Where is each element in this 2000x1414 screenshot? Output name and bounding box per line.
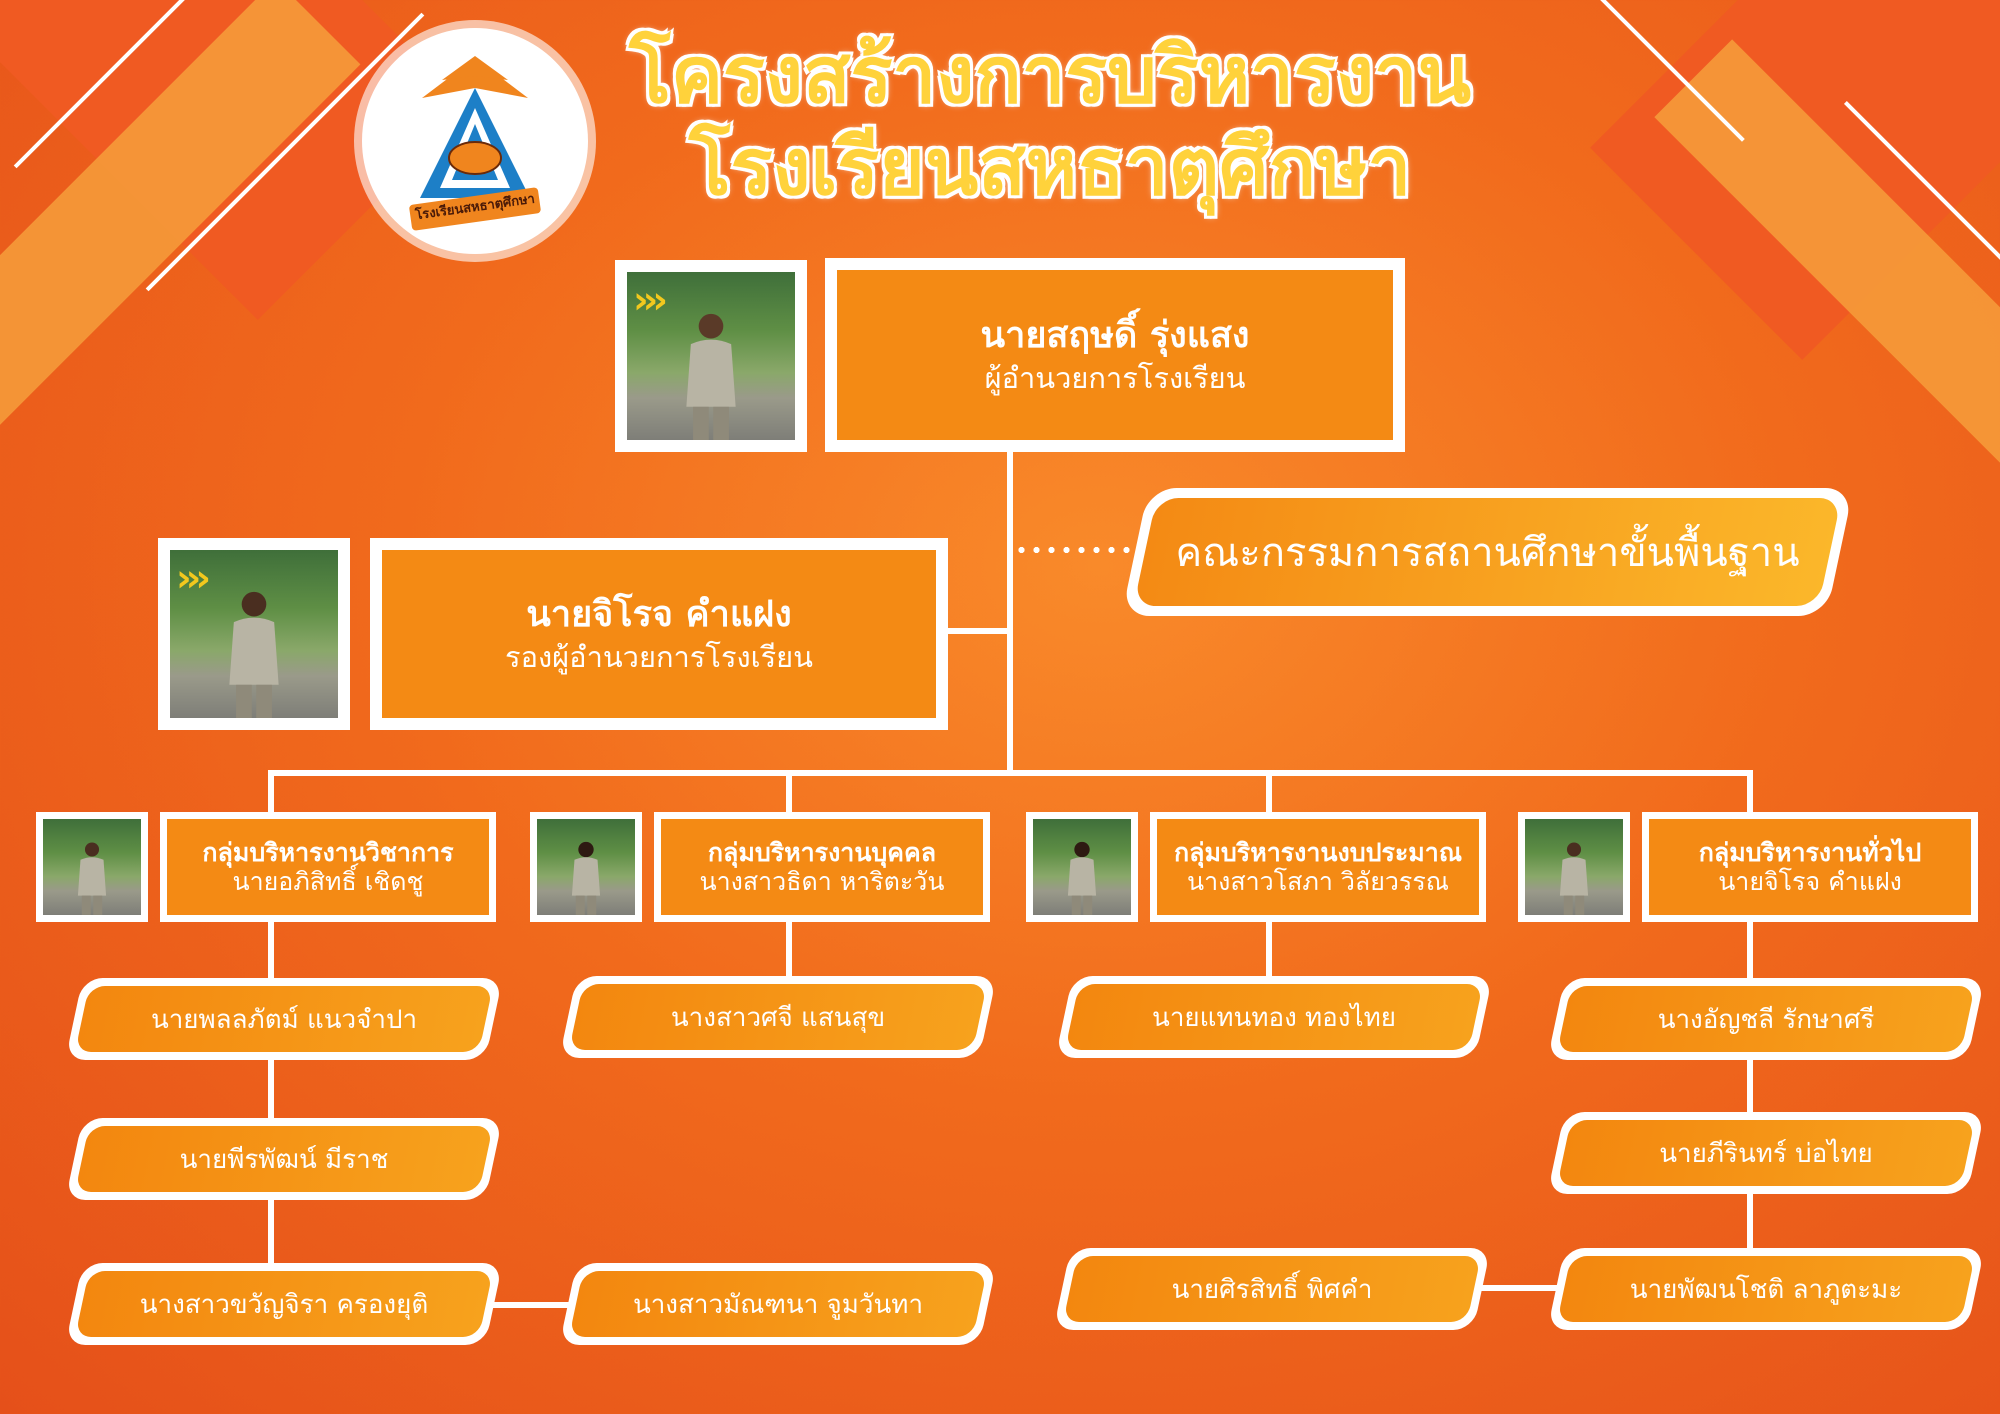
deputy-name: นายจิโรจ คำแฝง bbox=[526, 594, 792, 635]
committee-box bbox=[1135, 488, 1840, 616]
staff-pill bbox=[74, 1263, 494, 1345]
group-1-photo bbox=[36, 812, 148, 922]
school-logo bbox=[362, 28, 588, 254]
connector-group-3 bbox=[1266, 770, 1272, 816]
staff-name: นางสาวมัณฑนา จูมวันทา bbox=[632, 1289, 924, 1320]
logo-text: โรงเรียนสหธาตุศึกษา bbox=[414, 191, 536, 224]
group-4-head: นายจิโรจ คำแฝง bbox=[1718, 867, 1902, 896]
staff-name: นางอัญชลี รักษาศรี bbox=[1657, 1004, 1875, 1035]
group-2-photo bbox=[530, 812, 642, 922]
group-2-header bbox=[654, 812, 990, 922]
staff-name: นายศิรสิทธิ์ พิศคำ bbox=[1171, 1274, 1373, 1305]
staff-name: นายพีรพัฒน์ มีราช bbox=[179, 1144, 389, 1175]
group-3-head: นางสาวโสภา วิลัยวรรณ bbox=[1187, 867, 1449, 896]
connector-col-4 bbox=[1747, 920, 1753, 1260]
staff-pill bbox=[74, 978, 494, 1060]
group-1-title: กลุ่มบริหารงานวิชาการ bbox=[202, 838, 454, 867]
logo-emblem-icon bbox=[362, 28, 588, 254]
connector-group-bar bbox=[268, 770, 1753, 776]
staff-pill bbox=[568, 1263, 988, 1345]
connector-col-2 bbox=[786, 920, 792, 980]
connector-row-1 bbox=[490, 1302, 570, 1308]
staff-name: นายแทนทอง ทองไทย bbox=[1152, 1002, 1396, 1033]
deputy-role: รองผู้อำนวยการโรงเรียน bbox=[505, 640, 813, 674]
staff-pill bbox=[74, 1118, 494, 1200]
committee-label: คณะกรรมการสถานศึกษาขั้นพื้นฐาน bbox=[1175, 530, 1800, 576]
connector-group-2 bbox=[786, 770, 792, 816]
deputy-box bbox=[370, 538, 948, 730]
person-icon bbox=[1057, 838, 1108, 915]
group-4-header bbox=[1642, 812, 1978, 922]
staff-pill bbox=[1062, 1248, 1482, 1330]
group-3-title: กลุ่มบริหารงานงบประมาณ bbox=[1173, 838, 1463, 867]
title-line-1: โครงสร้างการบริหารงาน bbox=[628, 31, 1472, 121]
connector-deputy bbox=[945, 628, 1011, 634]
connector-group-1 bbox=[268, 770, 274, 816]
connector-col-3 bbox=[1266, 920, 1272, 980]
chevron-decor-icon: ››› bbox=[633, 278, 662, 322]
staff-pill bbox=[1064, 976, 1484, 1058]
chevron-decor-icon: ››› bbox=[176, 556, 205, 600]
connector-group-4 bbox=[1747, 770, 1753, 816]
group-2-head: นางสาวธิดา หาริตะวัน bbox=[699, 867, 945, 896]
staff-pill bbox=[568, 976, 988, 1058]
person-icon bbox=[561, 838, 612, 915]
staff-name: นางสาวศจี แสนสุข bbox=[670, 1002, 886, 1033]
group-3-header bbox=[1150, 812, 1486, 922]
title-line-2: โรงเรียนสหธาตุศึกษา bbox=[688, 123, 1412, 213]
staff-pill bbox=[1556, 1248, 1976, 1330]
staff-name: นายพลลภัตม์ แนวจำปา bbox=[150, 1004, 418, 1035]
group-1-head: นายอภิสิทธิ์ เชิดชู bbox=[232, 867, 424, 896]
connector-committee-dotted bbox=[1014, 547, 1132, 553]
group-2-title: กลุ่มบริหารงานบุคคล bbox=[707, 838, 937, 867]
group-4-title: กลุ่มบริหารงานทั่วไป bbox=[1698, 838, 1922, 867]
person-icon bbox=[67, 838, 118, 915]
chart-title bbox=[600, 30, 1500, 214]
person-icon bbox=[1549, 838, 1600, 915]
group-4-photo bbox=[1518, 812, 1630, 922]
director-photo bbox=[615, 260, 807, 452]
staff-name: นายภีรินทร์ บ่อไทย bbox=[1659, 1138, 1873, 1169]
director-box bbox=[825, 258, 1405, 452]
group-3-photo bbox=[1026, 812, 1138, 922]
director-role: ผู้อำนวยการโรงเรียน bbox=[984, 361, 1246, 395]
connector-director-down bbox=[1007, 452, 1013, 776]
deputy-photo bbox=[158, 538, 350, 730]
staff-pill bbox=[1556, 978, 1976, 1060]
staff-pill bbox=[1556, 1112, 1976, 1194]
person-icon bbox=[210, 584, 297, 718]
staff-name: นางสาวขวัญจิรา ครองยุติ bbox=[139, 1289, 429, 1320]
group-1-header bbox=[160, 812, 496, 922]
staff-name: นายพัฒนโชติ ลาภูตะมะ bbox=[1629, 1274, 1903, 1305]
person-icon bbox=[667, 306, 754, 440]
director-name: นายสฤษดิ์ รุ่งแสง bbox=[980, 315, 1250, 356]
